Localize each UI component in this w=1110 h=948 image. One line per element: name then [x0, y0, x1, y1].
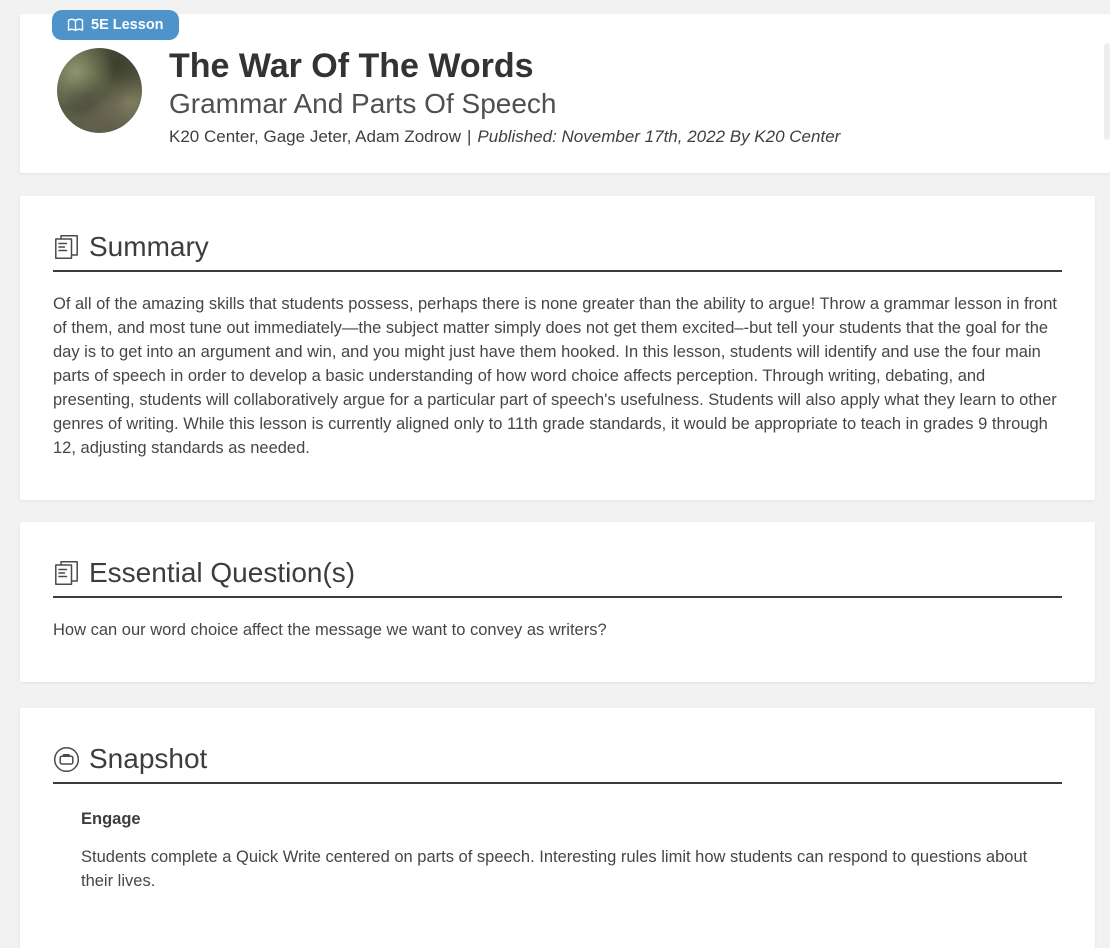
scrollbar[interactable] — [1104, 43, 1110, 140]
essential-question-section-card — [20, 522, 1095, 682]
essential-question-title: Essential Question(s) — [89, 557, 356, 588]
byline — [169, 127, 840, 147]
page-subtitle: Grammar And Parts Of Speech — [169, 88, 557, 119]
essential-question-text: How can our word choice affect the message we want to convey as writers? — [53, 621, 607, 639]
open-book-icon — [67, 18, 84, 33]
snapshot-heading — [53, 741, 1062, 784]
summary-heading — [53, 229, 1062, 272]
byline-published: Published: November 17th, 2022 By K20 Center — [477, 127, 841, 146]
page-title: The War Of The Words — [169, 47, 534, 85]
camera-icon — [53, 746, 80, 773]
snapshot-title: Snapshot — [89, 743, 208, 774]
lesson-type-badge — [52, 10, 179, 40]
lesson-type-badge-label: 5E Lesson — [91, 17, 164, 33]
snapshot-phase-label: Engage — [81, 810, 141, 828]
snapshot-phase-text: Students complete a Quick Write centered on parts of speech. Interesting rules limit how students can respond to questions about their lives. — [81, 848, 1028, 890]
lesson-header-card — [20, 14, 1110, 173]
summary-title: Summary — [89, 231, 209, 262]
byline-authors: K20 Center, Gage Jeter, Adam Zodrow — [169, 127, 461, 146]
lesson-thumbnail — [57, 48, 142, 133]
summary-section-card — [20, 196, 1095, 500]
summary-text: Of all of the amazing skills that students possess, perhaps there is none greater than the ability to argue! Throw a grammar lesson in front of them, and most tune out immediately—the subject matter simply does not get them excited–-but tell your students that the goal for the day is to get into an argument and win, and you might just have them hooked. In this lesson, students will identify and use the four main parts of speech in order to develop a basic understanding of how word choice affects perception. Through writing, debating, and presenting, students will collaboratively argue for a particular part of speech's usefulness. Students will also apply what they learn to other genres of writing. While this lesson is currently aligned only to 11th grade standards, it would be appropriate to teach in grades 9 through 12, adjusting standards as needed. — [53, 295, 1057, 457]
snapshot-phase — [81, 810, 1062, 893]
byline-separator: | — [467, 127, 472, 146]
article-icon — [53, 233, 80, 262]
snapshot-section-card — [20, 708, 1095, 948]
essential-question-heading — [53, 555, 1062, 598]
article-icon — [53, 559, 80, 588]
